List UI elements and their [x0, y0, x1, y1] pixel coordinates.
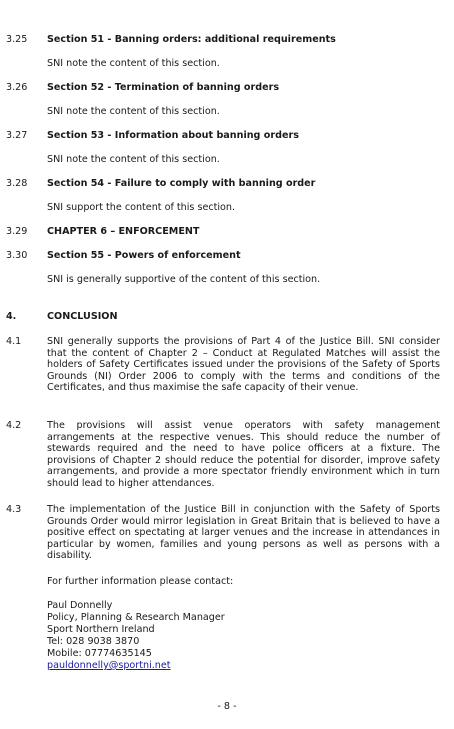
conclusion-number: 4.: [6, 311, 17, 322]
section-number: 3.29: [6, 226, 28, 237]
section-heading: Section 54 - Failure to comply with banning order: [47, 178, 316, 189]
contact-tel: Tel: 028 9038 3870: [47, 636, 140, 647]
section-heading: Section 53 - Information about banning orders: [47, 130, 299, 141]
contact-mobile: Mobile: 07774635145: [47, 648, 152, 659]
contact-name: Paul Donnelly: [47, 600, 113, 611]
chapter-heading: CHAPTER 6 – ENFORCEMENT: [47, 226, 200, 237]
paragraph-text: The provisions will assist venue operators with safety management arrangements at the respective venues. This should reduce the number of stewards required and the need to have police officers at a fixture. The provisions of Chapter 2 should reduce the potential for disorder, improve safety arrangements, and provide a more spectator friendly environment which in turn should lead to higher attendances.: [47, 420, 440, 489]
paragraph-number: 4.1: [6, 336, 22, 347]
paragraph-text: SNI generally supports the provisions of Part 4 of the Justice Bill. SNI consider that the content of Chapter 2 – Conduct at Regulated Matches will assist the holders of Safety Certificates issued under the provisions of the Safety of Sports Grounds (NI) Order 2006 to comply with the terms and conditions of the Certificates, and thus maximise the safe capacity of their venue.: [47, 336, 440, 394]
section-body: SNI note the content of this section.: [47, 154, 220, 165]
section-body: SNI note the content of this section.: [47, 58, 220, 69]
section-number: 3.27: [6, 130, 28, 141]
section-heading: Section 51 - Banning orders: additional requirements: [47, 34, 336, 45]
paragraph-text: The implementation of the Justice Bill in conjunction with the Safety of Sports Grounds Order would mirror legislation in Great Britain that is believed to have a positive effect on spectating at larger venues and the increase in attendances in particular by women, families and young persons as well as persons with a disability.: [47, 504, 440, 562]
section-body: SNI is generally supportive of the content of this section.: [47, 274, 321, 285]
section-body: SNI note the content of this section.: [47, 106, 220, 117]
section-number: 3.30: [6, 250, 28, 261]
contact-intro: For further information please contact:: [47, 576, 234, 587]
section-number: 3.25: [6, 34, 28, 45]
section-number: 3.28: [6, 178, 28, 189]
contact-role: Policy, Planning & Research Manager: [47, 612, 225, 623]
contact-email-link[interactable]: pauldonnelly@sportni.net: [47, 660, 171, 671]
conclusion-title: CONCLUSION: [47, 311, 118, 322]
paragraph-number: 4.2: [6, 420, 22, 431]
section-number: 3.26: [6, 82, 28, 93]
section-heading: Section 52 - Termination of banning orders: [47, 82, 280, 93]
section-heading: Section 55 - Powers of enforcement: [47, 250, 241, 261]
paragraph-number: 4.3: [6, 504, 22, 515]
section-body: SNI support the content of this section.: [47, 202, 236, 213]
page-number: - 8 -: [217, 701, 237, 712]
contact-organisation: Sport Northern Ireland: [47, 624, 155, 635]
